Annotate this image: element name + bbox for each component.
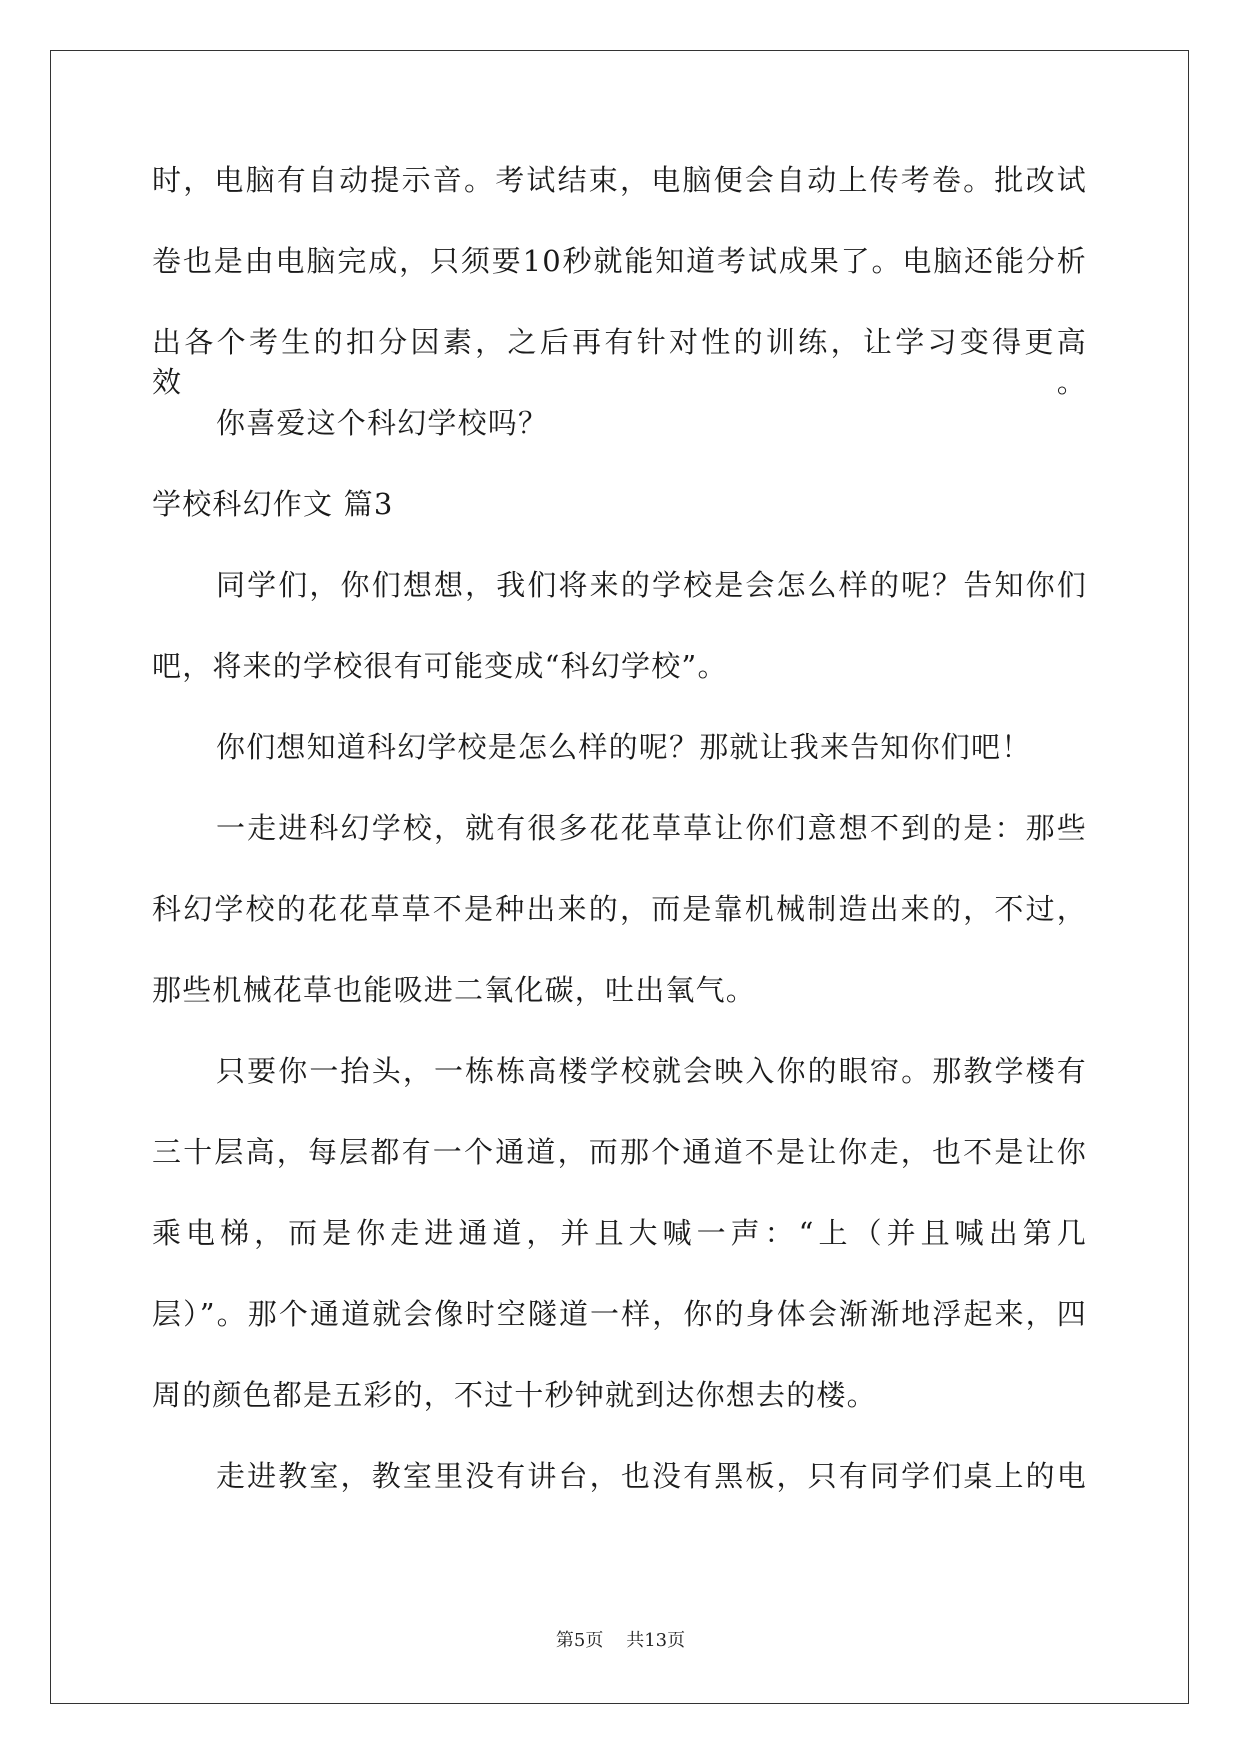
text-line: 科幻学校的花花草草不是种出来的，而是靠机械制造出来的，不过， (152, 892, 1087, 926)
text-line: 同学们，你们想想，我们将来的学校是会怎么样的呢？告知你们 (216, 568, 1087, 602)
text-line: 乘电梯，而是你走进通道，并且大喊一声：“上（并且喊出第几 (152, 1216, 1087, 1250)
text-line: 周的颜色都是五彩的，不过十秒钟就到达你想去的楼。 (152, 1378, 877, 1412)
text-line: 走进教室，教室里没有讲台，也没有黑板，只有同学们桌上的电 (216, 1459, 1087, 1493)
text-line: 你喜爱这个科幻学校吗？ (216, 406, 549, 440)
document-body (152, 160, 1087, 1537)
page-footer (0, 1626, 1241, 1652)
text-line: 吧，将来的学校很有可能变成“科幻学校”。 (152, 649, 728, 683)
text-line: 三十层高，每层都有一个通道，而那个通道不是让你走，也不是让你 (152, 1135, 1087, 1169)
text-line: 出各个考生的扣分因素，之后再有针对性的训练，让学习变得更高效。 (152, 325, 1087, 399)
text-line: 时，电脑有自动提示音。考试结束，电脑便会自动上传考卷。批改试 (152, 163, 1087, 197)
text-line: 那些机械花草也能吸进二氧化碳，吐出氧气。 (152, 973, 757, 1007)
text-line: 一走进科幻学校，就有很多花花草草让你们意想不到的是：那些 (216, 811, 1087, 845)
page-number: 第5页 (555, 1630, 604, 1651)
text-line: 卷也是由电脑完成，只须要10秒就能知道考试成果了。电脑还能分析 (152, 244, 1087, 278)
text-line: 学校科幻作文 篇3 (152, 487, 394, 521)
text-line: 只要你一抬头，一栋栋高楼学校就会映入你的眼帘。那教学楼有 (216, 1054, 1087, 1088)
page-total: 共13页 (626, 1630, 686, 1651)
text-line: 层）”。那个通道就会像时空隧道一样，你的身体会渐渐地浮起来，四 (152, 1297, 1087, 1331)
text-line: 你们想知道科幻学校是怎么样的呢？那就让我来告知你们吧！ (216, 730, 1032, 764)
